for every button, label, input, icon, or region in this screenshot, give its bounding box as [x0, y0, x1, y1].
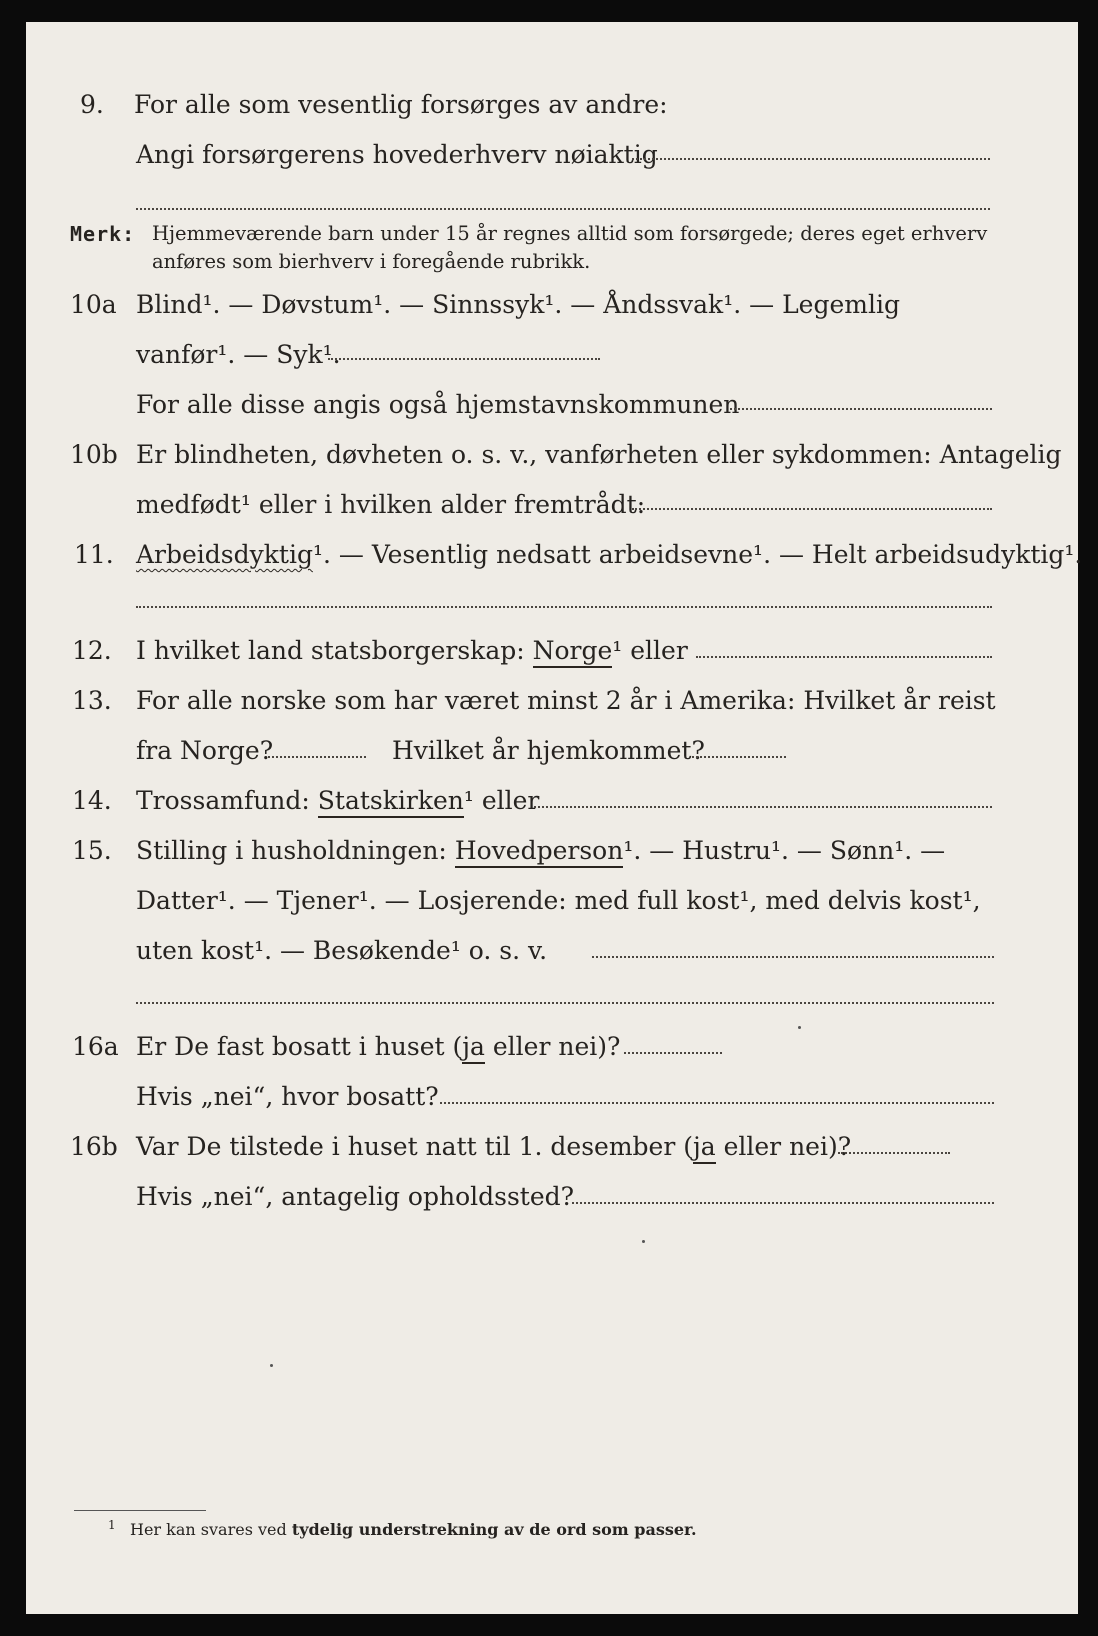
q14-number: 14.: [72, 786, 112, 815]
q12-answer-line[interactable]: [696, 656, 992, 658]
q15-number: 15.: [72, 836, 112, 865]
q11-rest: ¹. — Vesentlig nedsatt arbeidsevne¹. — Helt arbeidsudyktig¹.: [312, 540, 1083, 569]
q14-after: ¹ eller: [463, 786, 540, 815]
q12-before: I hvilket land statsborgerskap:: [136, 636, 525, 665]
q10a-hjemstavn-line[interactable]: [730, 408, 992, 410]
footnote-text-bold: tydelig understrekning av de ord som passer.: [291, 1520, 697, 1539]
q15-underlined-answer: Hovedperson: [455, 836, 624, 868]
q13-line1: For alle norske som har været minst 2 år i Amerika: Hvilket år reist: [136, 686, 996, 715]
q16b-answer-line[interactable]: [838, 1152, 950, 1154]
census-form-page: [26, 22, 1083, 1614]
q12-line: [136, 636, 688, 666]
footnote-text: [130, 1520, 697, 1539]
q15-line3: uten kost¹. — Besøkende¹ o. s. v.: [136, 936, 548, 965]
q15-answer-line[interactable]: [592, 956, 994, 958]
merk-line1: Hjemmeværende barn under 15 år regnes alltid som forsørgede; deres eget erhverv: [152, 222, 988, 245]
q16a-line1: [136, 1032, 620, 1062]
q16a-bosatt-line[interactable]: [440, 1102, 994, 1104]
q16b-number: 16b: [70, 1132, 118, 1161]
q15-line2: Datter¹. — Tjener¹. — Losjerende: med full kost¹, med delvis kost¹,: [136, 886, 981, 915]
q16a-underlined-answer: ja: [462, 1032, 485, 1064]
q14-underlined-answer: Statskirken: [318, 786, 464, 818]
q15-answer-line-2[interactable]: [136, 1002, 994, 1004]
paper-speck: [270, 1364, 273, 1367]
q12-number: 12.: [72, 636, 112, 665]
q12-after: ¹ eller: [612, 636, 688, 665]
q16a-number: 16a: [72, 1032, 119, 1061]
q10a-line1: Blind¹. — Døvstum¹. — Sinnssyk¹. — Åndssvak¹. — Legemlig: [136, 290, 900, 319]
q14-answer-line[interactable]: [534, 806, 992, 808]
paper-speck: [798, 1026, 801, 1029]
q16a-answer-line[interactable]: [624, 1052, 722, 1054]
q16b-before: Var De tilstede i huset natt til 1. desember (: [136, 1132, 693, 1161]
q10a-line3: For alle disse angis også hjemstavnskommunen: [136, 390, 740, 419]
q9-answer-line-2[interactable]: [136, 208, 990, 210]
q10a-line2: vanfør¹. — Syk¹.: [136, 340, 341, 369]
footnote-mark: 1: [108, 1518, 116, 1532]
q11-number: 11.: [74, 540, 114, 569]
q16b-opholdssted-line[interactable]: [572, 1202, 994, 1204]
q13-reist-line[interactable]: [268, 756, 366, 758]
paper-speck: [642, 1240, 645, 1243]
q15-after: ¹. — Hustru¹. — Sønn¹. —: [623, 836, 946, 865]
q10b-line2: medfødt¹ eller i hvilken alder fremtrådt:: [136, 490, 646, 519]
q13-number: 13.: [72, 686, 112, 715]
q14-line: [136, 786, 539, 816]
q16a-line2: Hvis „nei“, hvor bosatt?: [136, 1082, 439, 1111]
q10b-line1: Er blindheten, døvheten o. s. v., vanførheten eller sykdommen: Antagelig: [136, 440, 1062, 469]
q16b-line2: Hvis „nei“, antagelig opholdssted?: [136, 1182, 575, 1211]
q9-line2: Angi forsørgerens hovederhverv nøiaktig: [136, 140, 658, 169]
q15-before: Stilling i husholdningen:: [136, 836, 447, 865]
q16b-underlined-answer: ja: [693, 1132, 716, 1164]
merk-label: Merk:: [70, 222, 136, 246]
q16b-after: eller nei)?: [715, 1132, 852, 1161]
q9-line1: For alle som vesentlig forsørges av andre:: [134, 90, 668, 119]
q11-underlined-answer: Arbeidsdyktig: [136, 540, 313, 569]
q10a-answer-line[interactable]: [328, 358, 600, 360]
q14-before: Trossamfund:: [136, 786, 310, 815]
merk-line2: anføres som bierhverv i foregående rubrikk.: [152, 250, 591, 273]
q11-answer-line[interactable]: [136, 606, 992, 608]
q13-line2a: fra Norge?: [136, 736, 274, 765]
q16a-after: eller nei)?: [484, 1032, 621, 1061]
q13-hjemkommet-line[interactable]: [692, 756, 786, 758]
q15-line1: [136, 836, 945, 866]
q16a-before: Er De fast bosatt i huset (: [136, 1032, 463, 1061]
q16b-line1: [136, 1132, 851, 1162]
footnote-rule: [74, 1510, 206, 1511]
q10a-number: 10a: [70, 290, 117, 319]
q12-underlined-answer: Norge: [533, 636, 613, 668]
q10b-answer-line[interactable]: [632, 508, 992, 510]
q10b-number: 10b: [70, 440, 118, 469]
q9-number: 9.: [80, 90, 104, 119]
q9-answer-line[interactable]: [632, 158, 990, 160]
footnote-text-plain: Her kan svares ved: [130, 1520, 287, 1539]
q13-line2b: Hvilket år hjemkommet?: [392, 736, 705, 765]
q11-line: [136, 540, 1082, 570]
